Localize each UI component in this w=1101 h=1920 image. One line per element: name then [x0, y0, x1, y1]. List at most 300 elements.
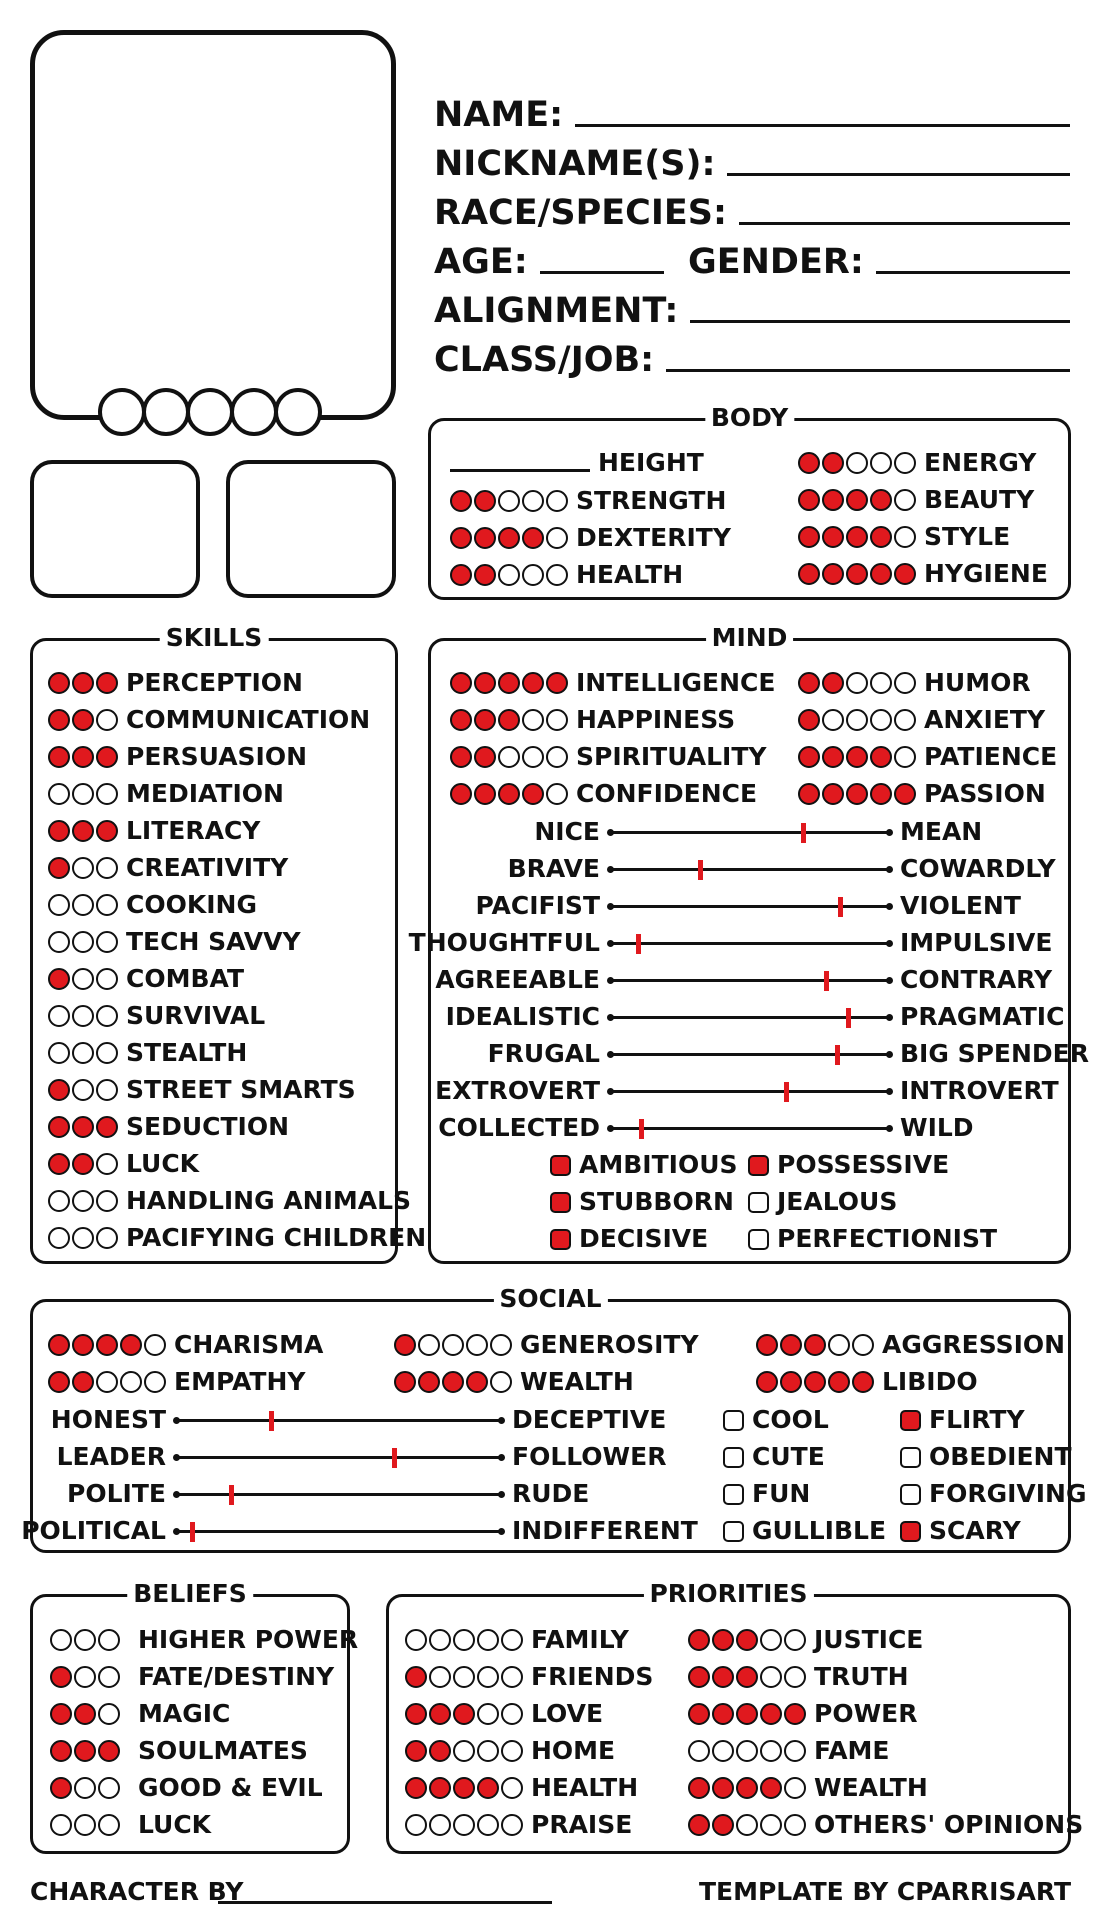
rating-dots[interactable] [48, 746, 118, 768]
rating-dots[interactable] [48, 1042, 118, 1064]
empty-dot[interactable] [453, 1814, 475, 1836]
rating-dots[interactable] [405, 1740, 523, 1762]
rating-dots[interactable] [798, 672, 916, 694]
slider-marker[interactable] [698, 860, 703, 880]
empty-dot[interactable] [784, 1666, 806, 1688]
rating-row[interactable] [48, 1186, 411, 1216]
rating-dots[interactable] [450, 783, 568, 805]
rating-dots[interactable] [405, 1666, 523, 1688]
empty-dot[interactable] [74, 1814, 96, 1836]
empty-dot[interactable] [96, 1153, 118, 1175]
slider-track[interactable] [610, 979, 890, 982]
rating-dots[interactable] [48, 931, 118, 953]
rating-dots[interactable] [450, 672, 568, 694]
empty-dot[interactable] [498, 490, 520, 512]
filled-dot[interactable] [822, 672, 844, 694]
filled-dot[interactable] [846, 746, 868, 768]
rating-row[interactable] [48, 1223, 426, 1253]
filled-dot[interactable] [48, 746, 70, 768]
filled-dot[interactable] [846, 563, 868, 585]
empty-dot[interactable] [429, 1814, 451, 1836]
empty-dot[interactable] [522, 746, 544, 768]
slider-marker[interactable] [801, 823, 806, 843]
rating-row[interactable] [756, 1330, 1065, 1360]
empty-dot[interactable] [501, 1703, 523, 1725]
empty-dot[interactable] [418, 1334, 440, 1356]
rating-row[interactable] [798, 485, 1034, 515]
filled-dot[interactable] [405, 1777, 427, 1799]
rating-row[interactable] [48, 927, 301, 957]
trait-slider[interactable] [435, 965, 1053, 995]
empty-dot[interactable] [846, 672, 868, 694]
rating-row[interactable] [450, 705, 735, 735]
filled-dot[interactable] [98, 1740, 120, 1762]
empty-dot[interactable] [453, 1629, 475, 1651]
rating-row[interactable] [50, 1736, 308, 1766]
nicknames-field[interactable] [434, 144, 1070, 184]
filled-dot[interactable] [804, 1334, 826, 1356]
empty-dot[interactable] [442, 1334, 464, 1356]
filled-dot[interactable] [429, 1703, 451, 1725]
filled-dot[interactable] [736, 1703, 758, 1725]
rating-dots[interactable] [50, 1777, 120, 1799]
slider-marker[interactable] [846, 1008, 851, 1028]
filled-dot[interactable] [450, 783, 472, 805]
unchecked-box[interactable] [748, 1192, 769, 1213]
empty-dot[interactable] [98, 1666, 120, 1688]
rating-dots[interactable] [48, 1334, 166, 1356]
empty-dot[interactable] [894, 526, 916, 548]
empty-dot[interactable] [96, 1005, 118, 1027]
body-height-row[interactable] [450, 448, 704, 478]
rating-dots[interactable] [405, 1629, 523, 1651]
rating-dots[interactable] [48, 1005, 118, 1027]
rating-dots[interactable] [798, 526, 916, 548]
trait-checkbox[interactable] [723, 1442, 825, 1472]
filled-dot[interactable] [736, 1629, 758, 1651]
trait-checkbox[interactable] [900, 1516, 1021, 1546]
rating-row[interactable] [450, 560, 683, 590]
filled-dot[interactable] [72, 1334, 94, 1356]
filled-dot[interactable] [756, 1371, 778, 1393]
slider-track[interactable] [610, 831, 890, 834]
trait-slider[interactable] [408, 928, 1053, 958]
filled-dot[interactable] [870, 783, 892, 805]
filled-dot[interactable] [798, 489, 820, 511]
filled-dot[interactable] [756, 1334, 778, 1356]
filled-dot[interactable] [822, 563, 844, 585]
empty-dot[interactable] [48, 1042, 70, 1064]
filled-dot[interactable] [450, 564, 472, 586]
empty-dot[interactable] [96, 894, 118, 916]
empty-dot[interactable] [98, 1629, 120, 1651]
empty-dot[interactable] [522, 564, 544, 586]
filled-dot[interactable] [48, 1079, 70, 1101]
trait-checkbox[interactable] [748, 1187, 897, 1217]
filled-dot[interactable] [712, 1814, 734, 1836]
filled-dot[interactable] [418, 1371, 440, 1393]
filled-dot[interactable] [522, 672, 544, 694]
unchecked-box[interactable] [723, 1484, 744, 1505]
filled-dot[interactable] [760, 1777, 782, 1799]
rating-row[interactable] [48, 890, 257, 920]
slider-marker[interactable] [824, 971, 829, 991]
trait-slider[interactable] [21, 1516, 698, 1546]
empty-dot[interactable] [490, 1371, 512, 1393]
rating-row[interactable] [798, 779, 1046, 809]
filled-dot[interactable] [846, 783, 868, 805]
filled-dot[interactable] [688, 1629, 710, 1651]
empty-dot[interactable] [498, 746, 520, 768]
checked-box[interactable] [900, 1410, 921, 1431]
rating-row[interactable] [48, 1367, 305, 1397]
rating-dots[interactable] [688, 1777, 806, 1799]
empty-dot[interactable] [760, 1629, 782, 1651]
empty-dot[interactable] [894, 489, 916, 511]
filled-dot[interactable] [50, 1666, 72, 1688]
empty-dot[interactable] [477, 1740, 499, 1762]
slider-track[interactable] [176, 1456, 502, 1459]
slider-track[interactable] [610, 1090, 890, 1093]
filled-dot[interactable] [405, 1666, 427, 1688]
filled-dot[interactable] [429, 1777, 451, 1799]
empty-dot[interactable] [784, 1814, 806, 1836]
rating-row[interactable] [798, 742, 1057, 772]
rating-dots[interactable] [688, 1629, 806, 1651]
unchecked-box[interactable] [900, 1484, 921, 1505]
rating-row[interactable] [48, 1330, 323, 1360]
rating-dots[interactable] [450, 527, 568, 549]
empty-dot[interactable] [96, 783, 118, 805]
empty-dot[interactable] [846, 452, 868, 474]
rating-row[interactable] [50, 1699, 230, 1729]
empty-dot[interactable] [72, 894, 94, 916]
filled-dot[interactable] [96, 820, 118, 842]
rating-dots[interactable] [48, 1190, 118, 1212]
empty-dot[interactable] [453, 1666, 475, 1688]
rating-row[interactable] [50, 1625, 358, 1655]
filled-dot[interactable] [450, 527, 472, 549]
empty-dot[interactable] [405, 1814, 427, 1836]
filled-dot[interactable] [48, 709, 70, 731]
filled-dot[interactable] [72, 672, 94, 694]
empty-dot[interactable] [98, 1703, 120, 1725]
empty-dot[interactable] [760, 1814, 782, 1836]
empty-dot[interactable] [405, 1629, 427, 1651]
trait-checkbox[interactable] [900, 1442, 1072, 1472]
filled-dot[interactable] [48, 1153, 70, 1175]
slider-track[interactable] [610, 868, 890, 871]
empty-dot[interactable] [822, 709, 844, 731]
empty-dot[interactable] [96, 1371, 118, 1393]
unchecked-box[interactable] [748, 1229, 769, 1250]
filled-dot[interactable] [822, 526, 844, 548]
filled-dot[interactable] [870, 563, 892, 585]
filled-dot[interactable] [828, 1371, 850, 1393]
empty-dot[interactable] [72, 1005, 94, 1027]
filled-dot[interactable] [822, 489, 844, 511]
filled-dot[interactable] [522, 783, 544, 805]
empty-dot[interactable] [490, 1334, 512, 1356]
rating-row[interactable] [48, 1001, 265, 1031]
filled-dot[interactable] [870, 489, 892, 511]
rating-dots[interactable] [48, 783, 118, 805]
trait-checkbox[interactable] [900, 1405, 1025, 1435]
trait-checkbox[interactable] [748, 1224, 997, 1254]
rating-row[interactable] [798, 705, 1045, 735]
image-box-right[interactable] [226, 460, 396, 598]
checked-box[interactable] [550, 1155, 571, 1176]
filled-dot[interactable] [72, 1153, 94, 1175]
filled-dot[interactable] [798, 746, 820, 768]
rating-row[interactable] [48, 1038, 247, 1068]
filled-dot[interactable] [450, 490, 472, 512]
filled-dot[interactable] [760, 1703, 782, 1725]
empty-dot[interactable] [546, 564, 568, 586]
empty-dot[interactable] [477, 1814, 499, 1836]
rating-row[interactable] [394, 1367, 634, 1397]
rating-dots[interactable] [756, 1371, 874, 1393]
filled-dot[interactable] [450, 709, 472, 731]
filled-dot[interactable] [798, 672, 820, 694]
filled-dot[interactable] [74, 1740, 96, 1762]
rating-dots[interactable] [798, 746, 916, 768]
filled-dot[interactable] [712, 1629, 734, 1651]
empty-dot[interactable] [546, 746, 568, 768]
rating-dots[interactable] [405, 1703, 523, 1725]
filled-dot[interactable] [450, 746, 472, 768]
empty-dot[interactable] [477, 1703, 499, 1725]
rating-dots[interactable] [50, 1666, 120, 1688]
rating-row[interactable] [48, 668, 303, 698]
empty-dot[interactable] [96, 968, 118, 990]
rating-row[interactable] [405, 1810, 632, 1840]
empty-dot[interactable] [846, 709, 868, 731]
rating-dots[interactable] [405, 1777, 523, 1799]
empty-dot[interactable] [546, 783, 568, 805]
empty-dot[interactable] [98, 1777, 120, 1799]
age-field[interactable] [434, 242, 664, 282]
filled-dot[interactable] [474, 672, 496, 694]
rating-dots[interactable] [405, 1814, 523, 1836]
rating-dots[interactable] [688, 1666, 806, 1688]
rating-dots[interactable] [50, 1703, 120, 1725]
empty-dot[interactable] [712, 1740, 734, 1762]
slider-track[interactable] [176, 1419, 502, 1422]
empty-dot[interactable] [74, 1629, 96, 1651]
empty-dot[interactable] [546, 490, 568, 512]
filled-dot[interactable] [804, 1371, 826, 1393]
empty-dot[interactable] [894, 672, 916, 694]
filled-dot[interactable] [429, 1740, 451, 1762]
filled-dot[interactable] [784, 1703, 806, 1725]
filled-dot[interactable] [798, 526, 820, 548]
slider-marker[interactable] [190, 1522, 195, 1542]
empty-dot[interactable] [784, 1740, 806, 1762]
unchecked-box[interactable] [723, 1447, 744, 1468]
race-field[interactable] [434, 193, 1070, 233]
filled-dot[interactable] [442, 1371, 464, 1393]
rating-dots[interactable] [48, 1371, 166, 1393]
filled-dot[interactable] [72, 746, 94, 768]
empty-dot[interactable] [72, 1042, 94, 1064]
rating-row[interactable] [798, 668, 1031, 698]
rating-dots[interactable] [50, 1740, 120, 1762]
empty-dot[interactable] [72, 857, 94, 879]
rating-dots[interactable] [450, 709, 568, 731]
empty-dot[interactable] [48, 1005, 70, 1027]
filled-dot[interactable] [498, 527, 520, 549]
empty-dot[interactable] [48, 1190, 70, 1212]
filled-dot[interactable] [474, 783, 496, 805]
filled-dot[interactable] [474, 746, 496, 768]
slider-track[interactable] [176, 1530, 502, 1533]
trait-checkbox[interactable] [900, 1479, 1087, 1509]
filled-dot[interactable] [474, 564, 496, 586]
empty-dot[interactable] [96, 1042, 118, 1064]
filled-dot[interactable] [405, 1740, 427, 1762]
trait-checkbox[interactable] [723, 1516, 886, 1546]
filled-dot[interactable] [688, 1777, 710, 1799]
empty-dot[interactable] [784, 1777, 806, 1799]
name-field[interactable] [434, 95, 1070, 135]
filled-dot[interactable] [405, 1703, 427, 1725]
empty-dot[interactable] [894, 452, 916, 474]
rating-dots[interactable] [48, 894, 118, 916]
empty-dot[interactable] [852, 1334, 874, 1356]
rating-row[interactable] [48, 705, 370, 735]
filled-dot[interactable] [780, 1371, 802, 1393]
filled-dot[interactable] [798, 783, 820, 805]
empty-dot[interactable] [429, 1629, 451, 1651]
filled-dot[interactable] [72, 820, 94, 842]
filled-dot[interactable] [822, 746, 844, 768]
rating-dots[interactable] [798, 563, 916, 585]
empty-dot[interactable] [501, 1814, 523, 1836]
rating-row[interactable] [48, 779, 284, 809]
filled-dot[interactable] [822, 783, 844, 805]
rating-row[interactable] [798, 448, 1036, 478]
empty-dot[interactable] [72, 1190, 94, 1212]
rating-row[interactable] [688, 1625, 923, 1655]
rating-row[interactable] [48, 853, 288, 883]
empty-dot[interactable] [522, 490, 544, 512]
empty-dot[interactable] [96, 1227, 118, 1249]
empty-dot[interactable] [72, 968, 94, 990]
filled-dot[interactable] [453, 1703, 475, 1725]
class-job-field[interactable] [434, 340, 1070, 380]
empty-dot[interactable] [870, 709, 892, 731]
filled-dot[interactable] [712, 1666, 734, 1688]
empty-dot[interactable] [98, 1814, 120, 1836]
filled-dot[interactable] [852, 1371, 874, 1393]
filled-dot[interactable] [48, 1371, 70, 1393]
empty-dot[interactable] [453, 1740, 475, 1762]
rating-row[interactable] [450, 523, 731, 553]
rating-dots[interactable] [450, 564, 568, 586]
empty-dot[interactable] [144, 1371, 166, 1393]
filled-dot[interactable] [870, 526, 892, 548]
filled-dot[interactable] [72, 1116, 94, 1138]
empty-dot[interactable] [688, 1740, 710, 1762]
filled-dot[interactable] [120, 1334, 142, 1356]
portrait-frame[interactable] [30, 30, 396, 420]
filled-dot[interactable] [688, 1814, 710, 1836]
filled-dot[interactable] [48, 857, 70, 879]
empty-dot[interactable] [120, 1371, 142, 1393]
filled-dot[interactable] [798, 563, 820, 585]
empty-dot[interactable] [501, 1777, 523, 1799]
rating-row[interactable] [405, 1773, 638, 1803]
rating-dots[interactable] [48, 1153, 118, 1175]
rating-row[interactable] [48, 1075, 356, 1105]
filled-dot[interactable] [72, 709, 94, 731]
filled-dot[interactable] [780, 1334, 802, 1356]
empty-dot[interactable] [74, 1666, 96, 1688]
trait-slider[interactable] [475, 891, 1021, 921]
empty-dot[interactable] [736, 1740, 758, 1762]
filled-dot[interactable] [474, 527, 496, 549]
filled-dot[interactable] [798, 452, 820, 474]
rating-row[interactable] [450, 742, 767, 772]
empty-dot[interactable] [870, 452, 892, 474]
empty-dot[interactable] [760, 1666, 782, 1688]
filled-dot[interactable] [50, 1740, 72, 1762]
trait-checkbox[interactable] [723, 1405, 829, 1435]
trait-checkbox[interactable] [723, 1479, 810, 1509]
filled-dot[interactable] [50, 1777, 72, 1799]
image-box-left[interactable] [30, 460, 200, 598]
empty-dot[interactable] [477, 1666, 499, 1688]
empty-dot[interactable] [546, 709, 568, 731]
filled-dot[interactable] [466, 1371, 488, 1393]
empty-dot[interactable] [48, 931, 70, 953]
unchecked-box[interactable] [723, 1410, 744, 1431]
rating-row[interactable] [688, 1736, 890, 1766]
filled-dot[interactable] [498, 783, 520, 805]
filled-dot[interactable] [688, 1703, 710, 1725]
rating-row[interactable] [688, 1773, 928, 1803]
empty-dot[interactable] [894, 709, 916, 731]
rating-row[interactable] [688, 1699, 917, 1729]
empty-dot[interactable] [96, 931, 118, 953]
filled-dot[interactable] [72, 1371, 94, 1393]
rating-dots[interactable] [48, 672, 118, 694]
trait-slider[interactable] [445, 1002, 1065, 1032]
slider-track[interactable] [610, 1127, 890, 1130]
rating-row[interactable] [688, 1810, 1083, 1840]
trait-slider[interactable] [67, 1479, 590, 1509]
empty-dot[interactable] [429, 1666, 451, 1688]
slider-marker[interactable] [784, 1082, 789, 1102]
rating-dots[interactable] [48, 1227, 118, 1249]
empty-dot[interactable] [477, 1629, 499, 1651]
filled-dot[interactable] [894, 563, 916, 585]
slider-track[interactable] [176, 1493, 502, 1496]
checked-box[interactable] [748, 1155, 769, 1176]
rating-dots[interactable] [450, 490, 568, 512]
filled-dot[interactable] [48, 672, 70, 694]
filled-dot[interactable] [74, 1703, 96, 1725]
rating-row[interactable] [688, 1662, 909, 1692]
rating-dots[interactable] [48, 968, 118, 990]
rating-dots[interactable] [688, 1814, 806, 1836]
empty-dot[interactable] [72, 1227, 94, 1249]
rating-row[interactable] [394, 1330, 699, 1360]
rating-dots[interactable] [756, 1334, 874, 1356]
trait-slider[interactable] [487, 1039, 1089, 1069]
checked-box[interactable] [550, 1229, 571, 1250]
